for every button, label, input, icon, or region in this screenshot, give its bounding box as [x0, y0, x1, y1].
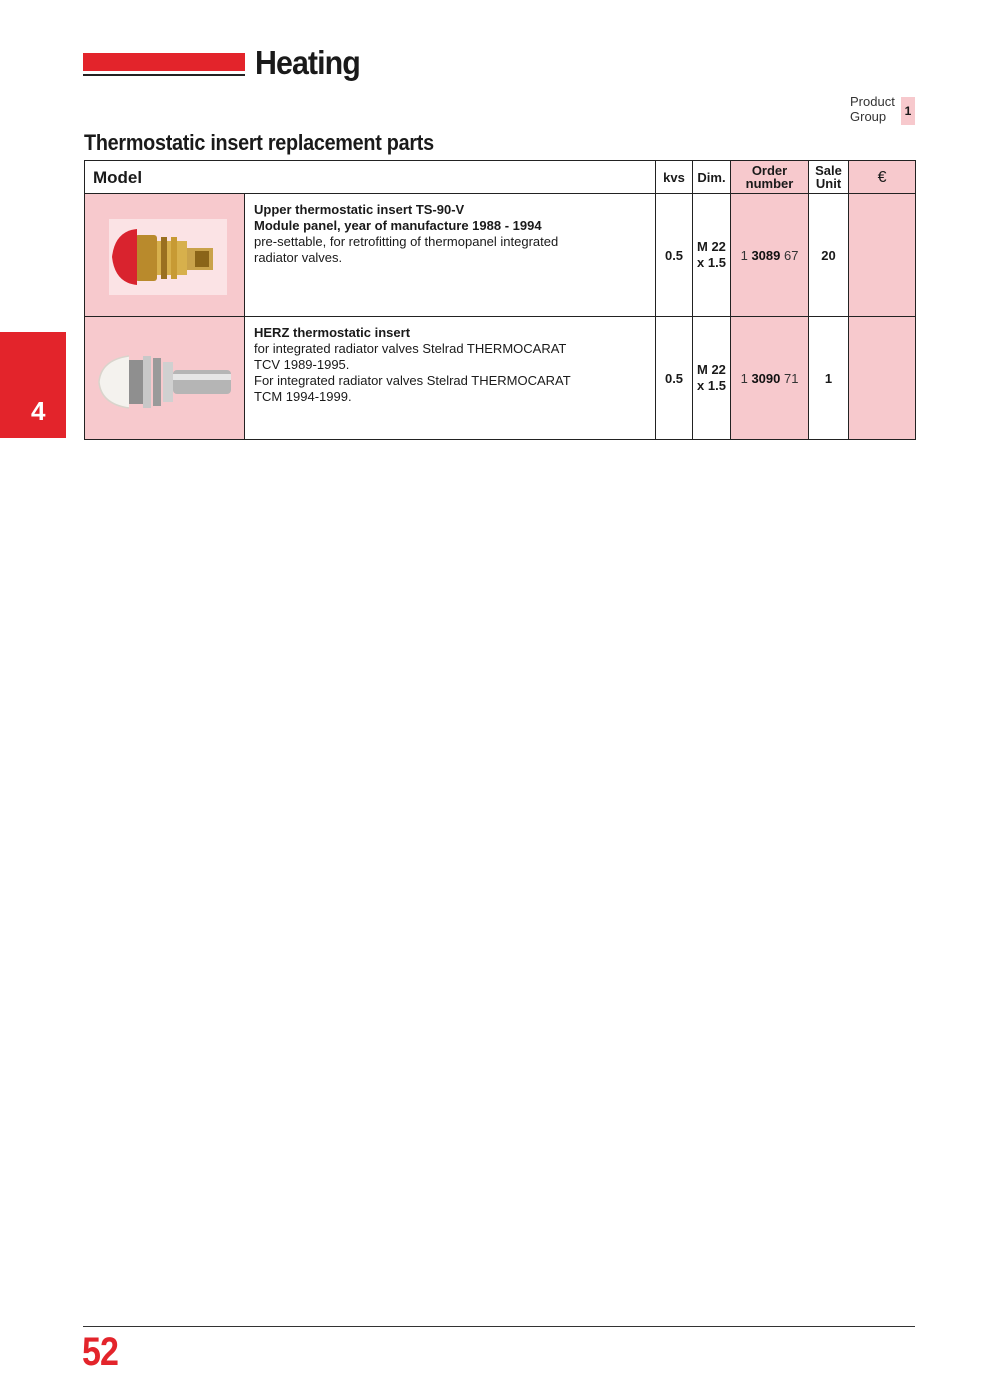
order-main: 3089 — [751, 247, 781, 263]
order-main: 3090 — [751, 370, 781, 386]
header-order-line1: Order — [751, 163, 788, 178]
parts-table — [84, 160, 916, 440]
dimension-value — [693, 317, 731, 440]
header-accent-bar — [83, 53, 245, 71]
product-image-cell — [85, 317, 245, 440]
price-value — [849, 194, 916, 317]
product-desc-line: for integrated radiator valves Stelrad THERMOCARAT — [254, 341, 567, 356]
chapter-number: 4 — [31, 396, 46, 426]
header-kvs: kvs — [656, 161, 693, 194]
product-desc-line: TCM 1994-1999. — [254, 389, 352, 404]
kvs-value: 0.5 — [656, 194, 693, 317]
product-subtitle: Module panel, year of manufacture 1988 - 1994 — [254, 218, 542, 233]
header-sale-unit — [809, 161, 849, 194]
footer-rule — [83, 1326, 915, 1327]
product-description — [245, 317, 656, 440]
chapter-tab — [0, 332, 66, 438]
header-order-number — [731, 161, 809, 194]
order-suffix: 71 — [783, 370, 799, 386]
header-dim: Dim. — [693, 161, 731, 194]
page-title: Heating — [255, 44, 360, 81]
table-row — [85, 194, 916, 317]
herz-insert-image — [85, 322, 245, 434]
product-desc-line: TCV 1989-1995. — [254, 357, 350, 372]
kvs-value: 0.5 — [656, 317, 693, 440]
table-row — [85, 317, 916, 440]
product-desc-line: pre-settable, for retrofitting of thermopanel integrated — [254, 234, 559, 249]
sale-unit-value: 1 — [809, 317, 849, 440]
product-group-label — [850, 94, 895, 124]
product-description — [245, 194, 656, 317]
product-title: Upper thermostatic insert TS-90-V — [254, 202, 465, 217]
order-number — [731, 194, 809, 317]
table-header-row — [85, 161, 916, 194]
dimension-value — [693, 194, 731, 317]
order-prefix: 1 — [740, 370, 748, 386]
price-value — [849, 317, 916, 440]
dimension-line1: M 22 — [697, 362, 726, 377]
header-sale-line1: Sale — [815, 163, 842, 178]
product-title: HERZ thermostatic insert — [254, 325, 411, 340]
sale-unit-value: 20 — [809, 194, 849, 317]
order-number — [731, 317, 809, 440]
dimension-line2: x 1.5 — [697, 378, 726, 393]
product-group-label-line1: Product — [850, 94, 895, 109]
product-group-label-line2: Group — [850, 109, 887, 124]
page-number: 52 — [82, 1330, 119, 1374]
header-sale-line2: Unit — [815, 176, 842, 191]
product-desc-line: radiator valves. — [254, 250, 343, 265]
thermostatic-insert-image — [85, 199, 245, 311]
order-suffix: 67 — [783, 247, 799, 263]
dimension-line2: x 1.5 — [697, 255, 726, 270]
product-group-badge: 1 — [901, 97, 915, 125]
section-title: Thermostatic insert replacement parts — [84, 130, 434, 155]
header-model: Model — [85, 161, 656, 194]
order-prefix: 1 — [740, 247, 748, 263]
header-underline — [83, 74, 245, 76]
header-order-line2: number — [745, 176, 794, 191]
header-price: € — [849, 161, 916, 194]
product-desc-line: For integrated radiator valves Stelrad THERMOCARAT — [254, 373, 571, 388]
product-image-cell — [85, 194, 245, 317]
dimension-line1: M 22 — [697, 239, 726, 254]
